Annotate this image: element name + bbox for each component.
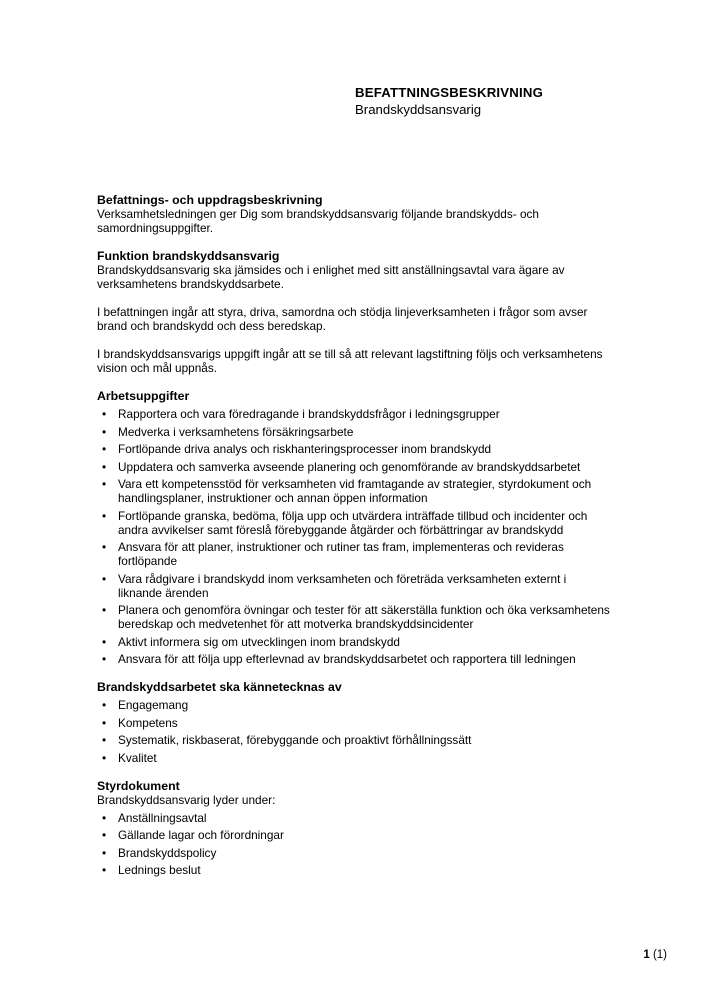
bullet-text: Vara ett kompetensstöd för verksamheten vid framtagande av strategier, styrdokument och handlingsplaner, instruktioner och annan öppen information [118, 477, 592, 505]
section-heading: Brandskyddsarbetet ska kännetecknas av [97, 680, 342, 694]
document-section [97, 193, 611, 235]
bullet-item [97, 716, 611, 730]
bullet-marker-icon: • [102, 442, 107, 456]
bullet-item [97, 477, 611, 505]
bullet-item [97, 603, 611, 631]
bullet-item [97, 635, 611, 649]
bullet-marker-icon: • [102, 508, 107, 523]
document-section [97, 779, 611, 878]
bullet-item [97, 442, 611, 456]
paragraph: Brandskyddsansvarig lyder under: [97, 792, 276, 807]
paragraph: I brandskyddsansvarigs uppgift ingår att se till så att relevant lagstiftning följs och verksamhetens vision och mål uppnås. [97, 347, 603, 375]
bullet-text: Ansvara för att planer, instruktioner och rutiner tas fram, implementeras och revideras fortlöpande [118, 540, 564, 568]
bullet-marker-icon: • [102, 698, 107, 712]
bullet-text: Engagemang [118, 698, 189, 712]
page-number-current: 1 [643, 949, 650, 961]
bullet-text: Ansvara för att följa upp efterlevnad av brandskyddsarbetet och rapportera till ledningen [118, 652, 576, 666]
section-heading: Befattnings- och uppdragsbeskrivning [97, 193, 323, 207]
bullet-text: Kvalitet [118, 750, 157, 765]
document-section [97, 249, 611, 375]
bullet-item [97, 751, 611, 765]
bullet-item [97, 460, 611, 474]
page-number [643, 948, 667, 962]
document-title: BEFATTNINGSBESKRIVNING [355, 85, 544, 100]
bullet-text: Vara rådgivare i brandskydd inom verksamheten och företräda verksamheten externt i liknande ärenden [118, 571, 567, 600]
bullet-text: Lednings beslut [118, 863, 201, 877]
bullet-item [97, 652, 611, 666]
bullet-marker-icon: • [102, 652, 107, 666]
bullet-text: Systematik, riskbaserat, förebyggande och proaktivt förhållningssätt [118, 733, 472, 747]
page-number-total: (1) [649, 949, 667, 961]
bullet-text: Gällande lagar och förordningar [118, 828, 284, 842]
paragraph: Brandskyddsansvarig ska jämsides och i enlighet med sitt anställningsavtal vara ägare av verksamhetens brandskyddsarbete. [97, 263, 565, 291]
bullet-text: Rapportera och vara föredragande i brandskyddsfrågor i ledningsgrupper [118, 407, 500, 421]
bullet-item [97, 407, 611, 421]
document-subtitle: Brandskyddsansvarig [355, 102, 482, 117]
bullet-text: Medverka i verksamhetens försäkringsarbete [118, 424, 354, 439]
document-section [97, 680, 611, 765]
bullet-text: Kompetens [118, 715, 178, 730]
bullet-marker-icon: • [102, 634, 107, 649]
bullet-marker-icon: • [102, 810, 107, 825]
bullet-item [97, 509, 611, 537]
bullet-item [97, 698, 611, 712]
bullet-marker-icon: • [102, 828, 107, 842]
bullet-marker-icon: • [102, 424, 107, 439]
bullet-marker-icon: • [102, 845, 107, 860]
bullet-text: Planera och genomföra övningar och tester för att säkerställa funktion och öka verksamhetens beredskap och medvetenhet för att motverka brandskyddsincidenter [118, 603, 610, 631]
bullet-item [97, 828, 611, 842]
bullet-marker-icon: • [102, 715, 107, 730]
document-header [355, 84, 543, 118]
bullet-list [97, 407, 611, 666]
bullet-text: Aktivt informera sig om utvecklingen inom brandskydd [118, 634, 400, 649]
bullet-marker-icon: • [102, 733, 107, 747]
bullet-marker-icon: • [102, 540, 107, 554]
bullet-item [97, 863, 611, 877]
bullet-marker-icon: • [102, 863, 107, 877]
section-heading: Funktion brandskyddsansvarig [97, 249, 280, 263]
bullet-list [97, 811, 611, 878]
bullet-item [97, 733, 611, 747]
document-section [97, 389, 611, 666]
bullet-item [97, 540, 611, 568]
bullet-marker-icon: • [102, 477, 107, 491]
paragraph: Verksamhetsledningen ger Dig som brandskyddsansvarig följande brandskydds- och samordningsuppgifter. [97, 207, 539, 235]
bullet-text: Anställningsavtal [118, 810, 207, 825]
bullet-list [97, 698, 611, 765]
bullet-text: Fortlöpande granska, bedöma, följa upp och utvärdera inträffade tillbud och incidenter och andra avvikelser samt föreslå förebyggande åtgärder och förbättringar av brandskydd [118, 508, 588, 537]
bullet-text: Fortlöpande driva analys och riskhanteringsprocesser inom brandskydd [118, 442, 492, 456]
bullet-item [97, 811, 611, 825]
document-body [97, 193, 611, 881]
bullet-marker-icon: • [102, 571, 107, 586]
bullet-item [97, 846, 611, 860]
bullet-marker-icon: • [102, 603, 107, 617]
paragraph: I befattningen ingår att styra, driva, samordna och stödja linjeverksamheten i frågor som avser brand och brandskydd och dess beredskap. [97, 305, 588, 333]
bullet-marker-icon: • [102, 407, 107, 421]
section-heading: Styrdokument [97, 778, 180, 793]
bullet-text: Uppdatera och samverka avseende planering och genomförande av brandskyddsarbetet [118, 459, 581, 474]
bullet-text: Brandskyddspolicy [118, 845, 217, 860]
bullet-marker-icon: • [102, 750, 107, 765]
bullet-item [97, 572, 611, 600]
bullet-marker-icon: • [102, 459, 107, 474]
section-heading: Arbetsuppgifter [97, 389, 190, 403]
bullet-item [97, 425, 611, 439]
